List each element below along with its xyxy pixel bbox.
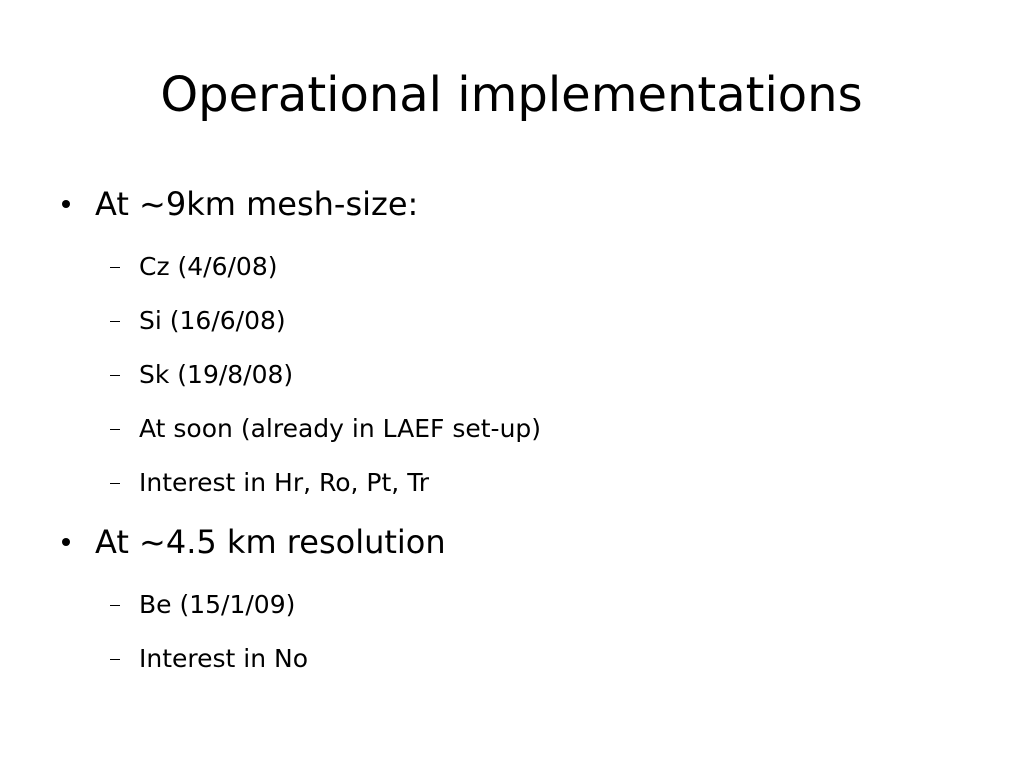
sub-item-text: Interest in No — [139, 644, 309, 673]
sub-item-text: Sk (19/8/08) — [139, 360, 294, 389]
dash-icon — [110, 483, 120, 484]
bullet-dot-icon — [62, 200, 70, 208]
sub-item-text: At soon (already in LAEF set-up) — [139, 414, 542, 443]
dash-icon — [110, 659, 120, 660]
sub-item-text: Interest in Hr, Ro, Pt, Tr — [139, 468, 430, 497]
slide-title: Operational implementations — [160, 67, 863, 123]
sub-item-text: Be (15/1/09) — [139, 590, 296, 619]
dash-icon — [110, 605, 120, 606]
bullet-text: At ~9km mesh-size: — [95, 185, 419, 223]
dash-icon — [110, 429, 120, 430]
sub-item-text: Cz (4/6/08) — [139, 252, 278, 281]
dash-icon — [110, 321, 120, 322]
sub-item-text: Si (16/6/08) — [139, 306, 286, 335]
bullet-text: At ~4.5 km resolution — [95, 523, 446, 561]
dash-icon — [110, 267, 120, 268]
dash-icon — [110, 375, 120, 376]
bullet-dot-icon — [62, 538, 70, 546]
